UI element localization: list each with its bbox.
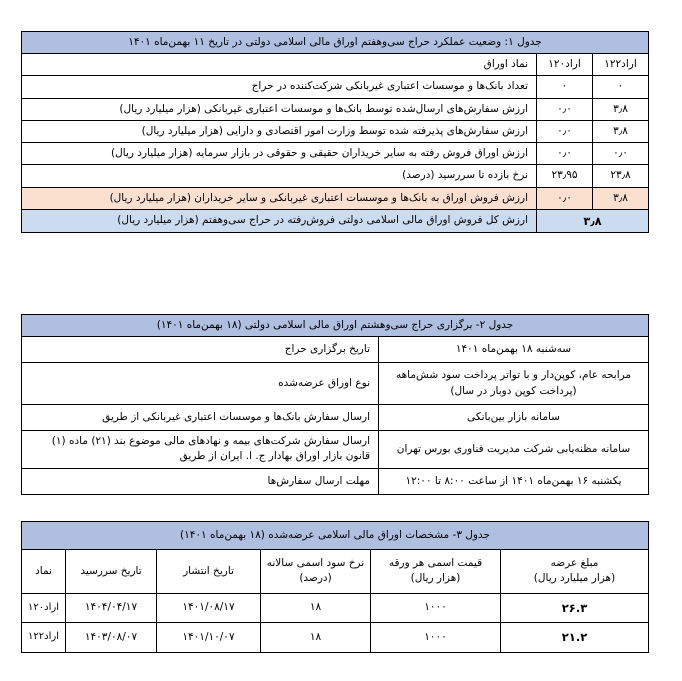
table1-title: جدول ۱: وضعیت عملکرد حراج سی‌وهفتم اوراق مالی اسلامی دولتی در تاریخ ۱۱ بهمن‌ماه ۱۴۰۱ — [22, 32, 649, 54]
table3-r0-offer-amount: ۲۶.۳ — [501, 593, 649, 623]
table1-r2-v120: ۰٫۰ — [537, 98, 593, 120]
table-auction-performance — [21, 31, 649, 233]
table3-header-annual-rate-line2: (درصد) — [299, 572, 332, 585]
table3-r1-symbol: اراد۱۲۲ — [22, 623, 66, 653]
table2-r2-label: ارسال سفارش بانک‌ها و موسسات اعتباری غیربانکی از طریق — [22, 404, 379, 430]
table1-r6-label: ارزش فروش اوراق به بانک‌ها و موسسات اعتباری غیربانکی و سایر خریداران (هزار میلیارد ریال) — [22, 187, 537, 209]
table3-r0-issue-date: ۱۴۰۱/۰۸/۱۷ — [157, 593, 261, 623]
table1-r6-v122: ۳٫۸ — [593, 187, 649, 209]
table-row — [22, 76, 649, 98]
table-row-highlighted — [22, 187, 649, 209]
table3-header-offer-amount — [501, 550, 649, 593]
table-row — [22, 404, 649, 430]
table3-header-annual-rate-line1: نرخ سود اسمی سالانه — [266, 557, 365, 570]
table3-r1-nominal-price: ۱۰۰۰ — [371, 623, 501, 653]
table3-header-annual-rate — [261, 550, 371, 593]
table3-r1-maturity-date: ۱۴۰۳/۰۸/۰۷ — [66, 623, 157, 653]
table3-r0-annual-rate: ۱۸ — [261, 593, 371, 623]
table2-r3-value: سامانه مظنه‌یابی شرکت مدیریت فناوری بورس تهران — [379, 431, 649, 468]
table-row — [22, 120, 649, 142]
table1-r2-label: ارزش سفارش‌های ارسال‌شده توسط بانک‌ها و موسسات اعتباری غیربانکی (هزار میلیارد ریال) — [22, 98, 537, 120]
table3-title-row — [22, 522, 649, 550]
table1-r5-label: نرخ بازده تا سررسید (درصد) — [22, 165, 537, 187]
table1-r3-v120: ۰٫۰ — [537, 120, 593, 142]
table2-r3-label: ارسال سفارش شرکت‌های بیمه و نهادهای مالی موضوع بند (۲۱) ماده (۱) قانون بازار اوراق بهادار ج. ا. ایران از طریق — [22, 431, 379, 468]
table-row — [22, 431, 649, 468]
table-block-auction-details — [21, 314, 649, 495]
table3-header-maturity-date: تاریخ سررسید — [66, 550, 157, 593]
table1-r0-v122: اراد۱۲۲ — [593, 54, 649, 76]
table-securities-specs — [21, 521, 649, 653]
table1-r5-v120: ۲۳٫۹۵ — [537, 165, 593, 187]
table1-total-unit: (هزار میلیارد ریال) — [117, 214, 203, 227]
table-row — [22, 165, 649, 187]
table1-r2-v122: ۳٫۸ — [593, 98, 649, 120]
table3-r1-issue-date: ۱۴۰۱/۱۰/۰۷ — [157, 623, 261, 653]
table3-header-offer-amount-line1: مبلغ عرضه — [550, 557, 599, 570]
table1-r4-v120: ۰٫۰ — [537, 143, 593, 165]
table-row — [22, 593, 649, 623]
table1-total-label: ارزش کل فروش اوراق مالی اسلامی دولتی فروش‌رفته در حراج سی‌وهفتم — [202, 214, 528, 227]
table3-r1-annual-rate: ۱۸ — [261, 623, 371, 653]
table1-r3-label: ارزش سفارش‌های پذیرفته شده توسط وزارت امور اقتصادی و دارایی (هزار میلیارد ریال) — [22, 120, 537, 142]
table-auction-details — [21, 314, 649, 495]
table2-title-row — [22, 315, 649, 337]
table1-r6-v120: ۰٫۰ — [537, 187, 593, 209]
table2-r0-label: تاریخ برگزاری حراج — [22, 337, 379, 363]
table-row — [22, 337, 649, 363]
table1-r4-v122: ۰٫۰ — [593, 143, 649, 165]
table2-r2-value: سامانه بازار بین‌بانکی — [379, 404, 649, 430]
table-row — [22, 98, 649, 120]
table3-header-nominal-price-line1: قیمت اسمی هر ورقه — [388, 557, 483, 570]
table3-header-offer-amount-line2: (هزار میلیارد ریال) — [533, 572, 616, 585]
table-row — [22, 623, 649, 653]
table1-r1-v120: ۰ — [537, 76, 593, 98]
table2-title: جدول ۲- برگزاری حراج سی‌وهشتم اوراق مالی اسلامی دولتی (۱۸ بهمن‌ماه ۱۴۰۱) — [22, 315, 649, 337]
table2-r4-value: یکشنبه ۱۶ بهمن‌ماه ۱۴۰۱ از ساعت ۸:۰۰ تا ۱۲:۰۰ — [379, 468, 649, 494]
table-row — [22, 468, 649, 494]
table3-header-symbol: نماد — [22, 550, 66, 593]
table1-r5-v122: ۲۳٫۸ — [593, 165, 649, 187]
table2-r1-value-cell — [379, 363, 649, 404]
table3-header-nominal-price — [371, 550, 501, 593]
table3-r0-nominal-price: ۱۰۰۰ — [371, 593, 501, 623]
table2-r1-value: مرابحه عام، کوپن‌دار و با تواتر پرداخت سود شش‌ماهه — [395, 369, 632, 382]
table1-total-row — [22, 209, 649, 233]
table1-r1-label: تعداد بانک‌ها و موسسات اعتباری غیربانکی شرکت‌کننده در حراج — [22, 76, 537, 98]
table3-header-row — [22, 550, 649, 593]
table3-r0-maturity-date: ۱۴۰۴/۰۴/۱۷ — [66, 593, 157, 623]
table-block-securities-specs — [21, 521, 649, 653]
table-block-auction-performance — [21, 31, 649, 233]
table3-header-issue-date: تاریخ انتشار — [157, 550, 261, 593]
table-row — [22, 363, 649, 404]
table-row — [22, 143, 649, 165]
table1-r4-label: ارزش اوراق فروش رفته به سایر خریداران حقیقی و حقوقی در بازار سرمایه (هزار میلیارد ریال) — [22, 143, 537, 165]
table3-r0-symbol: اراد۱۲۰ — [22, 593, 66, 623]
table1-r1-v122: ۰ — [593, 76, 649, 98]
table2-r1-label: نوع اوراق عرضه‌شده — [22, 363, 379, 404]
table2-r4-label: مهلت ارسال سفارش‌ها — [22, 468, 379, 494]
table3-header-nominal-price-line2: (هزار ریال) — [410, 572, 461, 585]
table3-r1-offer-amount: ۲۱.۲ — [501, 623, 649, 653]
table1-r0-label: نماد اوراق — [22, 54, 537, 76]
table1-total-value: ۳٫۸ — [537, 209, 649, 233]
table2-r1-value-line2: (پرداخت کوپن دوبار در سال) — [450, 384, 577, 397]
table1-r0-v120: اراد۱۲۰ — [537, 54, 593, 76]
table1-total-label-cell — [22, 209, 537, 233]
table-row — [22, 54, 649, 76]
table3-title: جدول ۳- مشخصات اوراق مالی اسلامی عرضه‌شده (۱۸ بهمن‌ماه ۱۴۰۱) — [22, 522, 649, 550]
table1-r3-v122: ۳٫۸ — [593, 120, 649, 142]
table1-title-row — [22, 32, 649, 54]
table2-r0-value: سه‌شنبه ۱۸ بهمن‌ماه ۱۴۰۱ — [379, 337, 649, 363]
